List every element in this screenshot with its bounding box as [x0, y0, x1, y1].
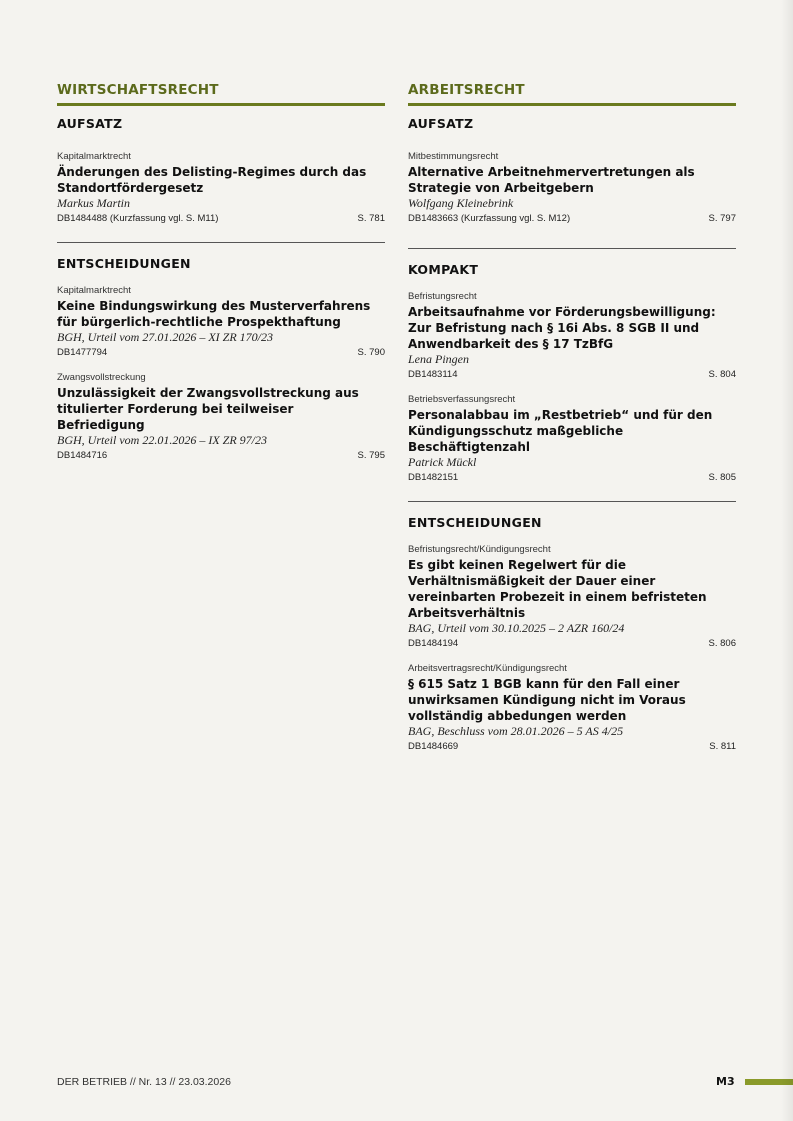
entry-meta — [408, 637, 736, 651]
entry-page: S. 806 — [708, 638, 736, 649]
section-title-arbeitsrecht: ARBEITSRECHT — [408, 82, 736, 106]
entry-document-id: DB1484194 — [408, 638, 459, 649]
entry-meta — [408, 368, 736, 382]
entry-category: Betriebsverfassungsrecht — [408, 394, 516, 405]
footer-journal-info: DER BETRIEB // Nr. 13 // 23.03.2026 — [57, 1076, 231, 1088]
column-wirtschaftsrecht — [57, 82, 385, 463]
entry-category: Kapitalmarktrecht — [57, 285, 131, 296]
entry-document-id: DB1477794 — [57, 347, 108, 358]
section-title-wirtschaftsrecht: WIRTSCHAFTSRECHT — [57, 82, 385, 106]
entry-document-id: DB1484716 — [57, 450, 108, 461]
entry-page: S. 781 — [357, 213, 385, 224]
entry-author: Markus Martin — [57, 196, 130, 210]
toc-entry[interactable] — [408, 291, 736, 382]
entry-page: S. 805 — [708, 472, 736, 483]
entry-title[interactable]: Keine Bindungswirkung des Musterverfahrens für bürgerlich-rechtliche Prospekthaftung — [57, 299, 371, 329]
entry-meta — [57, 212, 385, 226]
section-divider — [57, 242, 385, 243]
subsection-heading-aufsatz: AUFSATZ — [408, 116, 474, 131]
entry-author: BAG, Urteil vom 30.10.2025 – 2 AZR 160/24 — [408, 621, 625, 635]
entry-category: Befristungsrecht — [408, 291, 477, 302]
entry-title[interactable]: Es gibt keinen Regelwert für die Verhältnismäßigkeit der Dauer einer vereinbarten Probezeit in einem befristeten Arbeitsverhältnis — [408, 558, 707, 620]
entry-author: Lena Pingen — [408, 352, 469, 366]
section-divider — [408, 501, 736, 502]
toc-entry[interactable] — [408, 663, 736, 754]
entry-title[interactable]: Arbeitsaufnahme vor Förderungsbewilligung: Zur Befristung nach § 16i Abs. 8 SGB II und Anwendbarkeit des § 17 TzBfG — [408, 305, 716, 351]
toc-entry[interactable] — [57, 372, 385, 463]
entry-page: S. 795 — [357, 450, 385, 461]
entry-title[interactable]: Unzulässigkeit der Zwangsvollstreckung aus titulierter Forderung bei teilweiser Befriedigung — [57, 386, 359, 432]
section-divider — [408, 248, 736, 249]
entry-document-id: DB1484488 (Kurzfassung vgl. S. M11) — [57, 213, 219, 224]
entry-author: Wolfgang Kleinebrink — [408, 196, 514, 210]
entry-document-id: DB1483114 — [408, 369, 458, 380]
subsection-heading-kompakt: KOMPAKT — [408, 262, 479, 277]
entry-category: Mitbestimmungsrecht — [408, 151, 499, 162]
subsection-heading-aufsatz: AUFSATZ — [57, 116, 123, 131]
entry-title[interactable]: Alternative Arbeitnehmervertretungen als Strategie von Arbeitgebern — [408, 165, 695, 195]
entry-author: BAG, Beschluss vom 28.01.2026 – 5 AS 4/25 — [408, 724, 624, 738]
entry-document-id: DB1484669 — [408, 741, 459, 752]
toc-entry[interactable] — [408, 151, 736, 226]
entry-document-id: DB1482151 — [408, 472, 459, 483]
toc-entry[interactable] — [57, 151, 385, 226]
entry-category: Zwangsvollstreckung — [57, 372, 146, 383]
page-edge-shadow — [781, 0, 793, 1121]
entry-meta — [57, 346, 385, 360]
subsection-heading-entscheidungen: ENTSCHEIDUNGEN — [408, 515, 542, 530]
entry-author: BGH, Urteil vom 22.01.2026 – IX ZR 97/23 — [57, 433, 267, 447]
entry-title[interactable]: Änderungen des Delisting-Regimes durch das Standortfördergesetz — [57, 165, 367, 195]
column-arbeitsrecht — [408, 82, 736, 754]
entry-page: S. 797 — [708, 213, 736, 224]
entry-meta — [408, 740, 736, 754]
entry-title[interactable]: Personalabbau im „Restbetrieb“ und für den Kündigungsschutz maßgebliche Beschäftigtenzahl — [408, 408, 713, 454]
entry-author: BGH, Urteil vom 27.01.2026 – XI ZR 170/23 — [57, 330, 273, 344]
entry-category: Arbeitsvertragsrecht/Kündigungsrecht — [408, 663, 567, 674]
footer-page-number: M3 — [716, 1075, 735, 1088]
entry-title[interactable]: § 615 Satz 1 BGB kann für den Fall einer unwirksamen Kündigung nicht im Voraus vollständig abbedungen werden — [408, 677, 686, 723]
subsection-heading-entscheidungen: ENTSCHEIDUNGEN — [57, 256, 191, 271]
entry-meta — [408, 212, 736, 226]
entry-category: Befristungsrecht/Kündigungsrecht — [408, 544, 551, 555]
entry-category: Kapitalmarktrecht — [57, 151, 131, 162]
toc-entry[interactable] — [57, 285, 385, 360]
entry-page: S. 790 — [357, 347, 385, 358]
entry-meta — [57, 449, 385, 463]
entry-author: Patrick Mückl — [408, 455, 477, 469]
entry-page: S. 804 — [708, 369, 736, 380]
toc-entry[interactable] — [408, 544, 736, 651]
entry-document-id: DB1483663 (Kurzfassung vgl. S. M12) — [408, 213, 571, 224]
toc-entry[interactable] — [408, 394, 736, 485]
entry-page: S. 811 — [709, 741, 736, 752]
entry-meta — [408, 471, 736, 485]
